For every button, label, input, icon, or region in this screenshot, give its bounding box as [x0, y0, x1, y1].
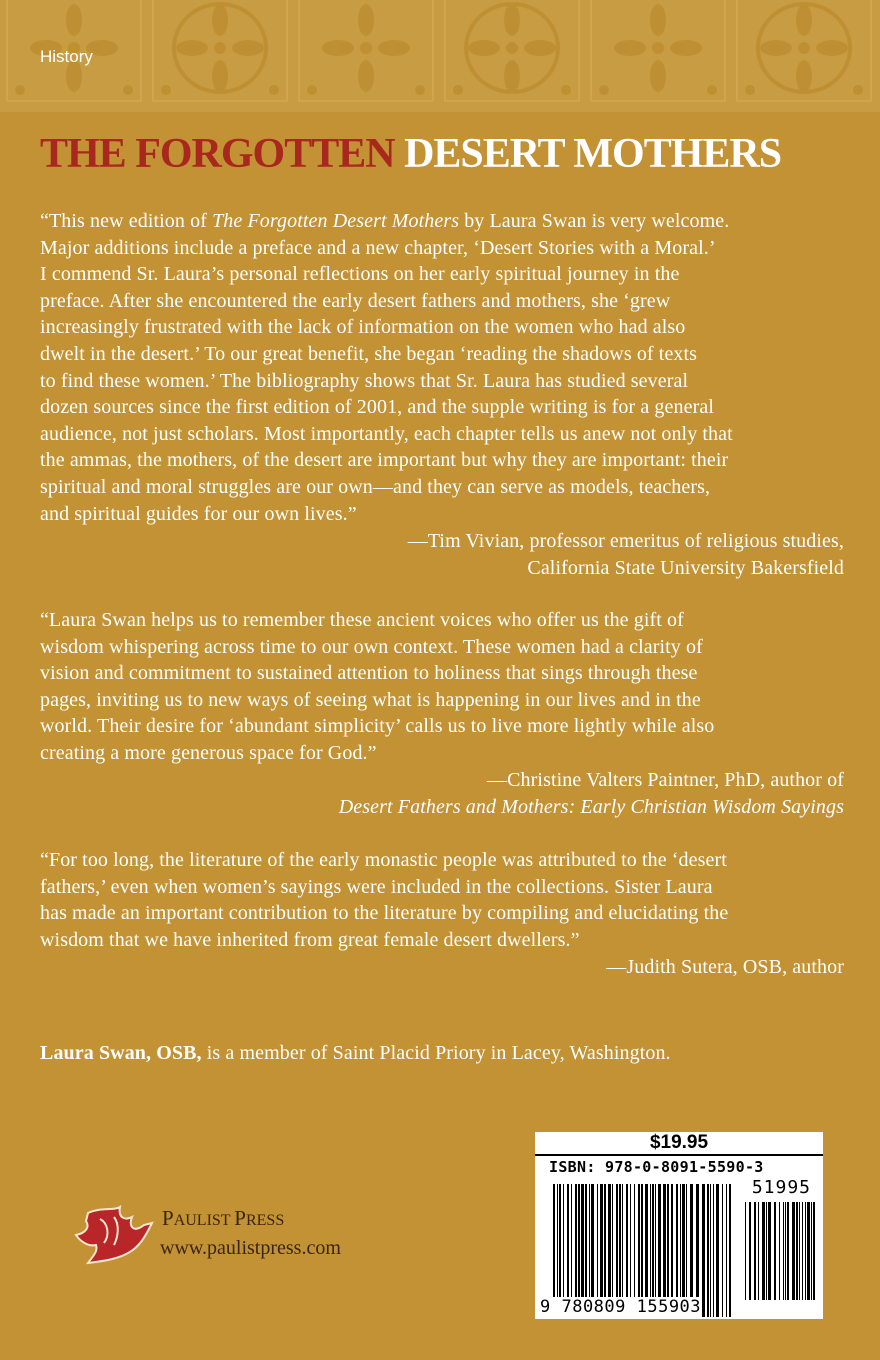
- title-part-1: THE FORGOTTEN: [40, 131, 395, 177]
- attribution-line: —Judith Sutera, OSB, author: [606, 956, 844, 978]
- quote-line: fathers,’ even when women’s sayings were included in the collections. Sister Laura: [40, 875, 713, 898]
- isbn: ISBN: 978-0-8091-5590-3: [549, 1158, 764, 1176]
- quote-line: wisdom that we have inherited from great female desert dwellers.”: [40, 928, 580, 951]
- author-name: Laura Swan, OSB,: [40, 1042, 202, 1064]
- quote-line: to find these women.’ The bibliography shows that Sr. Laura has studied several: [40, 369, 689, 392]
- author-bio: [40, 1040, 671, 1066]
- book-title: [40, 130, 781, 178]
- ean-number: 9 780809 155903: [540, 1297, 702, 1317]
- attribution-line: —Christine Valters Paintner, PhD, author of: [487, 769, 844, 791]
- quote-2: [40, 607, 714, 767]
- barcode-bar: [758, 1202, 759, 1300]
- barcode-bar: [796, 1202, 798, 1300]
- quote-line: preface. After she encountered the early desert fathers and mothers, she ‘grew: [40, 289, 671, 312]
- quote-line: dwelt in the desert.’ To our great benefit, she began ‘reading the shadows of texts: [40, 342, 698, 365]
- price: $19.95: [535, 1132, 823, 1156]
- quote-3: [40, 847, 728, 953]
- barcode-bar: [768, 1202, 771, 1300]
- barcode-bar: [722, 1184, 723, 1317]
- barcode-bar: [754, 1202, 756, 1300]
- barcode-bar: [783, 1202, 784, 1300]
- barcode-bar: [779, 1202, 780, 1300]
- author-bio-text: is a member of Saint Placid Priory in Lacey, Washington.: [201, 1042, 671, 1064]
- attribution-book-title: Desert Fathers and Mothers: Early Christian Wisdom Sayings: [338, 795, 844, 818]
- ornament-tile: [590, 0, 726, 102]
- barcode-bar: [787, 1202, 789, 1300]
- title-part-2: DESERT MOTHERS: [404, 131, 782, 177]
- barcode-bar: [729, 1184, 731, 1317]
- attribution-line: California State University Bakersfield: [527, 556, 844, 579]
- quote-line: Major additions include a preface and a new chapter, ‘Desert Stories with a Moral.’: [40, 236, 716, 259]
- barcode-bar: [710, 1184, 711, 1317]
- quote-line: “This new edition of The Forgotten Desert Mothers by Laura Swan is very welcome.: [40, 210, 730, 232]
- quote-line: the ammas, the mothers, of the desert are important but why they are important: their: [40, 449, 729, 472]
- quote-line: dozen sources since the first edition of 2001, and the supple writing is for a general: [40, 396, 714, 419]
- quote-line: pages, inviting us to new ways of seeing what is happening in our lives and in the: [40, 688, 701, 711]
- quote-line: audience, not just scholars. Most importantly, each chapter tells us anew not only that: [40, 422, 733, 445]
- quote-1-attribution: [408, 528, 844, 581]
- quote-line: has made an important contribution to the literature by compiling and elucidating the: [40, 902, 729, 925]
- barcode-bar: [707, 1184, 709, 1317]
- barcode-bar: [749, 1202, 751, 1300]
- quote-line: world. Their desire for ‘abundant simplicity’ calls us to live more lightly while also: [40, 715, 715, 738]
- quote-line: “Laura Swan helps us to remember these ancient voices who offer us the gift of: [40, 609, 684, 631]
- barcode-bar: [807, 1202, 810, 1300]
- quote-3-attribution: [606, 954, 844, 981]
- barcode-bar: [774, 1202, 776, 1300]
- quote-line: creating a more generous space for God.”: [40, 741, 377, 764]
- barcode-bar: [802, 1202, 803, 1300]
- ornament-tile: [298, 0, 434, 102]
- ornament-tile: [736, 0, 872, 102]
- barcode-bar: [716, 1184, 719, 1317]
- attribution-line: —Tim Vivian, professor emeritus of religious studies,: [407, 530, 844, 552]
- barcode-bar: [762, 1202, 765, 1300]
- quote-line: vision and commitment to sustained attention to holiness that sings through these: [40, 662, 698, 685]
- genre-label: History: [40, 47, 93, 66]
- barcode-bar: [785, 1202, 786, 1300]
- quote-1: [40, 208, 733, 527]
- quote-line: spiritual and moral struggles are our own—and they can serve as models, teachers,: [40, 475, 711, 498]
- quote-line: “For too long, the literature of the early monastic people was attributed to the ‘desert: [40, 849, 727, 871]
- barcode-bar: [805, 1202, 806, 1300]
- quote-line: wisdom whispering across time to our own context. These women had a clarity of: [40, 635, 703, 658]
- ornament-tile: [444, 0, 580, 102]
- barcode-bar: [799, 1202, 800, 1300]
- barcode-bar: [713, 1184, 714, 1317]
- barcode-bar: [811, 1202, 812, 1300]
- quote-2-attribution: [339, 767, 844, 820]
- price-addon-code: 51995: [751, 1177, 811, 1198]
- publisher-url: www.paulistpress.com: [160, 1237, 341, 1259]
- ornament-tile: [152, 0, 288, 102]
- quote-line: increasingly frustrated with the lack of information on the women who had also: [40, 316, 686, 339]
- barcode-bar: [726, 1184, 727, 1317]
- barcode-bar: [766, 1202, 767, 1300]
- barcode-bar: [745, 1202, 746, 1300]
- publisher-name: PAULIST PRESS: [162, 1206, 285, 1230]
- dove-flame-icon: [74, 1205, 158, 1272]
- quote-line: and spiritual guides for our own lives.”: [40, 502, 357, 525]
- barcode-bar: [792, 1202, 795, 1300]
- barcode-bar: [813, 1202, 815, 1300]
- quote-line: I commend Sr. Laura’s personal reflections on her early spiritual journey in the: [40, 263, 680, 286]
- barcode-label: [535, 1132, 823, 1319]
- barcode-bar: [702, 1184, 705, 1317]
